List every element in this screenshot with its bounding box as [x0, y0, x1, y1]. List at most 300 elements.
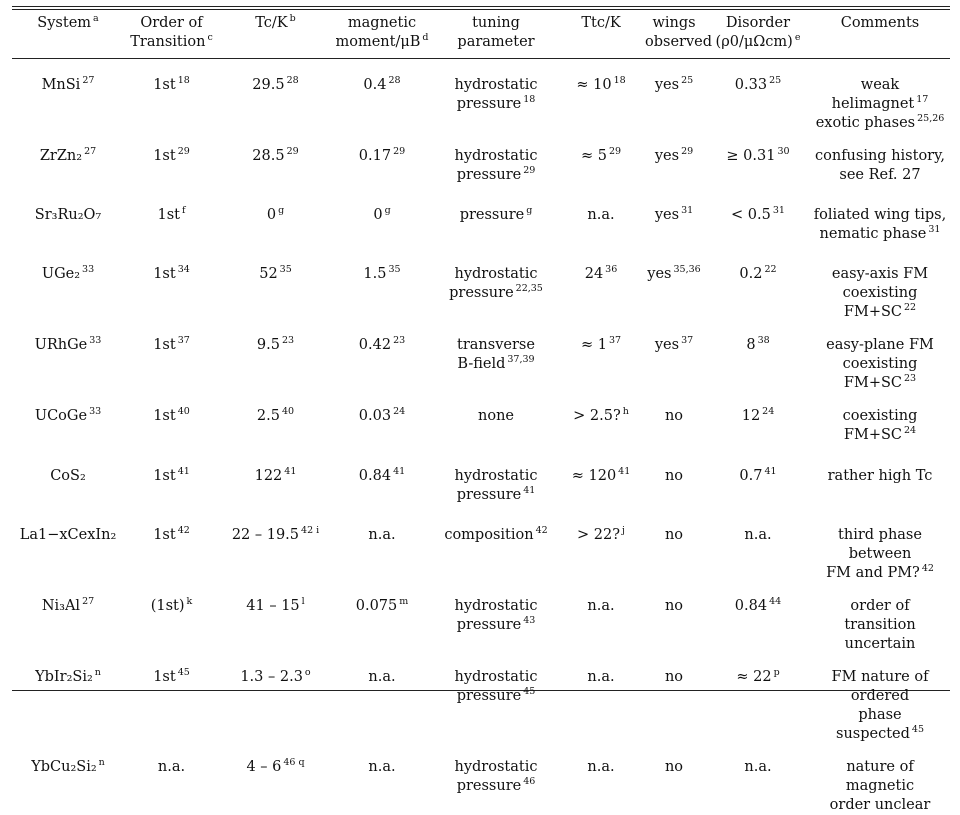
- cell-line: [127, 14, 216, 33]
- footnote-ref: 23: [904, 373, 917, 385]
- cell-text: 1st: [153, 148, 176, 164]
- cell-text: 1st: [153, 266, 176, 283]
- footnote-ref: 27: [82, 75, 95, 86]
- footnote-ref: 46 q: [283, 756, 305, 768]
- cell-line: [222, 76, 329, 95]
- cell-line: [645, 407, 703, 426]
- table-cell: [432, 654, 560, 744]
- table-cell: [432, 192, 560, 251]
- column-header: [706, 10, 810, 62]
- cell-line: [15, 668, 121, 687]
- table-cell: [124, 654, 219, 744]
- cell-line: [709, 14, 807, 33]
- cell-text: 4 – 6: [246, 758, 282, 775]
- footnote-ref: 18: [613, 75, 626, 86]
- footnote-ref: 40: [281, 406, 295, 418]
- footnote-ref: 27: [84, 146, 97, 157]
- table-cell: [560, 133, 642, 192]
- footnote-ref: g: [384, 205, 391, 217]
- cell-text: nematic phase: [819, 226, 927, 243]
- cell-line: [709, 467, 807, 486]
- table-cell: [560, 62, 642, 133]
- table-cell: [124, 192, 219, 251]
- cell-text: 0: [373, 207, 383, 224]
- cell-line: [709, 147, 807, 166]
- cell-line: [813, 14, 947, 33]
- cell-line: [563, 526, 639, 545]
- cell-text: ≈ 10: [576, 77, 612, 93]
- table-cell: [560, 744, 642, 815]
- cell-line: [335, 407, 429, 426]
- cell-text: Comments: [840, 15, 920, 31]
- table-cell: [219, 512, 332, 583]
- cell-line: [813, 225, 947, 244]
- cell-text: 8: [746, 337, 756, 354]
- cell-line: [813, 758, 947, 796]
- footnote-ref: 22: [764, 264, 777, 276]
- table-cell: [432, 512, 560, 583]
- cell-line: [335, 597, 429, 616]
- table-cell: [432, 583, 560, 654]
- footnote-ref: 42: [177, 524, 190, 536]
- footnote-ref: 25: [769, 75, 782, 86]
- cell-text: coexisting FM+SC: [842, 408, 918, 444]
- footnote-ref: 29: [286, 146, 299, 157]
- cell-line: [222, 14, 329, 33]
- footnote-ref: 42 i: [301, 524, 320, 536]
- table-cell: [12, 744, 124, 815]
- cell-line: [127, 526, 216, 545]
- footnote-ref: 33: [82, 264, 95, 276]
- table-cell: [560, 192, 642, 251]
- cell-line: [15, 526, 121, 545]
- cell-text: UCoGe: [34, 408, 88, 425]
- cell-text: no: [664, 467, 684, 484]
- table-cell: [332, 393, 432, 452]
- cell-line: [563, 336, 639, 355]
- cell-text: URhGe: [34, 337, 88, 354]
- footnote-ref: 41: [177, 465, 190, 477]
- cell-line: [15, 147, 121, 166]
- materials-table: [12, 10, 950, 815]
- cell-text: n.a.: [587, 207, 615, 224]
- cell-line: [222, 526, 329, 545]
- cell-line: [709, 76, 807, 95]
- footnote-ref: 41: [284, 465, 297, 477]
- footnote-ref: 30: [777, 146, 790, 157]
- footnote-ref: 35: [279, 264, 292, 276]
- cell-line: [563, 76, 639, 95]
- cell-text: hydrostatic: [454, 77, 538, 93]
- cell-text: 1st: [153, 526, 176, 543]
- table-cell: [332, 251, 432, 322]
- cell-text: yes: [654, 148, 680, 164]
- cell-line: [15, 265, 121, 284]
- cell-line: [127, 407, 216, 426]
- cell-line: [335, 76, 429, 95]
- cell-text: pressure: [456, 167, 522, 183]
- cell-text: 0.33: [734, 77, 768, 93]
- table-cell: [560, 453, 642, 512]
- table-cell: [219, 453, 332, 512]
- cell-line: [435, 166, 557, 185]
- cell-text: pressure: [459, 207, 525, 224]
- table-cell: [332, 192, 432, 251]
- cell-line: [435, 76, 557, 95]
- cell-text: 28.5: [252, 148, 285, 164]
- table-cell: [219, 251, 332, 322]
- footnote-ref: 29: [681, 146, 694, 157]
- cell-text: magnetic: [347, 15, 417, 31]
- cell-text: coexisting FM+SC: [842, 356, 918, 392]
- cell-line: [435, 526, 557, 545]
- footnote-ref: 34: [177, 264, 190, 276]
- cell-text: 12: [741, 408, 761, 425]
- table-cell: [642, 251, 706, 322]
- cell-text: transverse: [457, 337, 535, 354]
- table-cell: [432, 251, 560, 322]
- cell-line: [435, 616, 557, 635]
- cell-text: ≈ 5: [580, 148, 607, 164]
- table-cell: [432, 322, 560, 393]
- cell-line: [645, 265, 703, 284]
- table-cell: [124, 322, 219, 393]
- table-cell: [332, 512, 432, 583]
- cell-text: n.a.: [368, 526, 396, 543]
- cell-line: [435, 407, 557, 426]
- cell-line: [709, 336, 807, 355]
- table-cell: [560, 393, 642, 452]
- cell-line: [645, 76, 703, 95]
- footnote-ref: 18: [177, 75, 190, 86]
- table-cell: [560, 322, 642, 393]
- cell-text: pressure: [456, 687, 522, 704]
- cell-line: [813, 706, 947, 744]
- cell-line: [435, 758, 557, 777]
- footnote-ref: c: [207, 32, 213, 43]
- table-cell: [124, 512, 219, 583]
- table-row: [12, 744, 950, 815]
- cell-text: 1st: [153, 77, 176, 93]
- table-header-row: [12, 10, 950, 62]
- table-row: [12, 133, 950, 192]
- table-cell: [332, 654, 432, 744]
- cell-line: [435, 355, 557, 374]
- cell-text: 0.84: [734, 597, 768, 614]
- table-cell: [12, 251, 124, 322]
- table-cell: [810, 393, 950, 452]
- table-cell: [810, 453, 950, 512]
- table-cell: [706, 583, 810, 654]
- cell-text: 22 – 19.5: [231, 526, 300, 543]
- cell-text: confusing history,: [815, 148, 945, 164]
- cell-line: [335, 526, 429, 545]
- table-cell: [642, 654, 706, 744]
- cell-text: 29.5: [252, 77, 285, 93]
- cell-text: Ttc/K: [581, 15, 621, 31]
- footnote-ref: 37: [681, 335, 694, 347]
- column-header: [219, 10, 332, 62]
- cell-text: Sr₃Ru₂O₇: [34, 207, 102, 224]
- cell-text: 0.84: [358, 467, 392, 484]
- cell-text: CoS₂: [50, 467, 86, 484]
- cell-line: [222, 407, 329, 426]
- cell-line: [813, 668, 947, 706]
- table-cell: [332, 133, 432, 192]
- table-cell: [124, 744, 219, 815]
- footnote-ref: 37,39: [507, 354, 535, 366]
- footnote-ref: 22: [904, 302, 917, 314]
- table-cell: [642, 453, 706, 512]
- footnote-ref: 45: [177, 666, 190, 678]
- table-cell: [12, 654, 124, 744]
- footnote-ref: 29: [393, 146, 406, 157]
- cell-text: hydrostatic: [454, 266, 538, 283]
- footnote-ref: e: [794, 32, 801, 43]
- table-cell: [706, 251, 810, 322]
- cell-line: [563, 758, 639, 777]
- table-cell: [706, 744, 810, 815]
- cell-text: 122: [254, 467, 283, 484]
- cell-text: ≈ 1: [580, 337, 607, 354]
- cell-line: [435, 95, 557, 114]
- cell-line: [645, 14, 703, 33]
- cell-text: weak helimagnet: [831, 77, 915, 112]
- footnote-ref: k: [186, 595, 193, 607]
- cell-line: [127, 147, 216, 166]
- footnote-ref: g: [526, 205, 533, 217]
- footnote-ref: 29: [177, 146, 190, 157]
- table-row: [12, 453, 950, 512]
- table-cell: [810, 251, 950, 322]
- footnote-ref: l: [301, 595, 305, 607]
- cell-text: B-field: [457, 356, 506, 373]
- cell-line: [813, 796, 947, 815]
- table-row: [12, 192, 950, 251]
- cell-line: [563, 407, 639, 426]
- table-cell: [219, 192, 332, 251]
- cell-text: phase suspected: [836, 706, 910, 742]
- footnote-ref: n: [94, 666, 101, 678]
- cell-line: [127, 206, 216, 225]
- footnote-ref: j: [622, 524, 625, 536]
- table-cell: [332, 62, 432, 133]
- cell-line: [709, 526, 807, 545]
- table-cell: [332, 453, 432, 512]
- cell-text: no: [664, 668, 684, 685]
- footnote-ref: 41: [393, 465, 406, 477]
- cell-text: n.a.: [368, 668, 396, 685]
- cell-line: [222, 668, 329, 687]
- table-row: [12, 583, 950, 654]
- cell-line: [709, 265, 807, 284]
- cell-text: 1st: [153, 668, 176, 685]
- cell-line: [222, 206, 329, 225]
- footnote-ref: 43: [523, 614, 536, 626]
- cell-text: Order of: [140, 15, 203, 31]
- table-cell: [332, 322, 432, 393]
- cell-text: 24: [584, 266, 604, 283]
- table-cell: [642, 744, 706, 815]
- cell-text: FM and PM?: [826, 564, 920, 581]
- cell-text: no: [664, 408, 684, 425]
- table-cell: [124, 62, 219, 133]
- cell-line: [435, 597, 557, 616]
- cell-line: [813, 564, 947, 583]
- table-cell: [642, 512, 706, 583]
- cell-text: tuning: [472, 15, 520, 31]
- cell-text: ≈ 22: [736, 668, 772, 685]
- cell-line: [222, 467, 329, 486]
- footnote-ref: p: [773, 666, 780, 678]
- cell-line: [335, 265, 429, 284]
- table-top-rule: [12, 6, 950, 7]
- cell-line: [435, 147, 557, 166]
- cell-line: [222, 336, 329, 355]
- cell-text: nature of magnetic: [845, 758, 915, 794]
- cell-line: [645, 206, 703, 225]
- table-row: [12, 251, 950, 322]
- footnote-ref: g: [278, 205, 285, 217]
- footnote-ref: d: [422, 32, 429, 43]
- cell-text: La1−xCexIn₂: [19, 526, 117, 543]
- table-cell: [219, 393, 332, 452]
- cell-text: foliated wing tips,: [813, 207, 947, 224]
- cell-text: Disorder: [725, 15, 791, 31]
- footnote-ref: 27: [82, 595, 95, 607]
- cell-line: [435, 668, 557, 687]
- cell-line: [15, 206, 121, 225]
- table-cell: [560, 512, 642, 583]
- footnote-ref: 18: [523, 94, 536, 105]
- cell-line: [645, 668, 703, 687]
- cell-text: no: [664, 758, 684, 775]
- table-cell: [560, 583, 642, 654]
- cell-line: [335, 14, 429, 33]
- footnote-ref: 28: [388, 75, 401, 86]
- footnote-ref: 33: [89, 406, 102, 418]
- footnote-ref: 36: [605, 264, 618, 276]
- table-cell: [12, 453, 124, 512]
- cell-text: Tc/K: [255, 15, 288, 31]
- table-cell: [810, 512, 950, 583]
- cell-text: easy-axis FM: [831, 266, 929, 283]
- cell-text: no: [664, 597, 684, 614]
- table-cell: [810, 192, 950, 251]
- cell-text: < 0.5: [731, 207, 771, 224]
- cell-text: YbCu₂Si₂: [31, 758, 97, 775]
- cell-line: [15, 467, 121, 486]
- column-header: [432, 10, 560, 62]
- cell-text: pressure: [456, 616, 522, 633]
- cell-line: [335, 336, 429, 355]
- cell-line: [15, 407, 121, 426]
- table-cell: [706, 62, 810, 133]
- table-cell: [332, 583, 432, 654]
- cell-text: > 2.5?: [573, 408, 621, 425]
- cell-text: 1.5: [363, 266, 387, 283]
- footnote-ref: 28: [286, 75, 299, 86]
- cell-line: [15, 76, 121, 95]
- cell-line: [813, 635, 947, 654]
- cell-text: 9.5: [256, 337, 280, 354]
- cell-line: [15, 758, 121, 777]
- cell-text: yes: [647, 266, 672, 283]
- cell-line: [645, 467, 703, 486]
- cell-line: [127, 265, 216, 284]
- footnote-ref: 46: [523, 775, 536, 787]
- cell-text: 0.075: [355, 597, 398, 614]
- column-header: [642, 10, 713, 62]
- cell-text: hydrostatic: [454, 758, 538, 775]
- table-cell: [12, 133, 124, 192]
- cell-line: [435, 467, 557, 486]
- table-cell: [219, 133, 332, 192]
- cell-text: 0.4: [363, 77, 387, 93]
- cell-line: [709, 206, 807, 225]
- cell-line: [435, 687, 557, 706]
- cell-line: [435, 777, 557, 796]
- footnote-ref: 35: [388, 264, 401, 276]
- cell-line: [563, 597, 639, 616]
- cell-text: rather high Tc: [827, 467, 933, 484]
- footnote-ref: 23: [393, 335, 406, 347]
- cell-line: [335, 758, 429, 777]
- cell-text: exotic phases: [815, 115, 916, 131]
- table-cell: [706, 393, 810, 452]
- table-cell: [810, 62, 950, 133]
- cell-text: > 22?: [577, 526, 621, 543]
- cell-line: [435, 486, 557, 505]
- table-cell: [332, 744, 432, 815]
- footnote-ref: 45: [523, 685, 536, 697]
- cell-line: [645, 336, 703, 355]
- cell-line: [435, 14, 557, 33]
- cell-line: [709, 758, 807, 777]
- table-cell: [706, 322, 810, 393]
- cell-line: [335, 206, 429, 225]
- cell-text: YbIr₂Si₂: [35, 668, 93, 685]
- table-cell: [810, 654, 950, 744]
- table-cell: [219, 744, 332, 815]
- cell-line: [645, 33, 713, 52]
- cell-line: [222, 758, 329, 777]
- cell-line: [127, 668, 216, 687]
- cell-line: [645, 147, 703, 166]
- table-cell: [560, 654, 642, 744]
- cell-text: pressure: [456, 486, 522, 503]
- cell-line: [563, 668, 639, 687]
- cell-line: [563, 467, 639, 486]
- column-header: [124, 10, 219, 62]
- footnote-ref: 33: [89, 335, 102, 347]
- cell-text: FM nature of ordered: [831, 668, 929, 704]
- cell-text: 0.2: [739, 266, 763, 283]
- cell-line: [645, 758, 703, 777]
- footnote-ref: 29: [523, 165, 536, 176]
- cell-line: [127, 33, 216, 52]
- table-cell: [706, 453, 810, 512]
- cell-text: yes: [654, 337, 680, 354]
- cell-text: hydrostatic: [454, 148, 538, 164]
- cell-text: hydrostatic: [454, 668, 538, 685]
- table-cell: [642, 133, 706, 192]
- cell-line: [127, 336, 216, 355]
- cell-text: n.a.: [744, 526, 772, 543]
- table-cell: [642, 62, 706, 133]
- table-cell: [810, 322, 950, 393]
- cell-line: [813, 284, 947, 322]
